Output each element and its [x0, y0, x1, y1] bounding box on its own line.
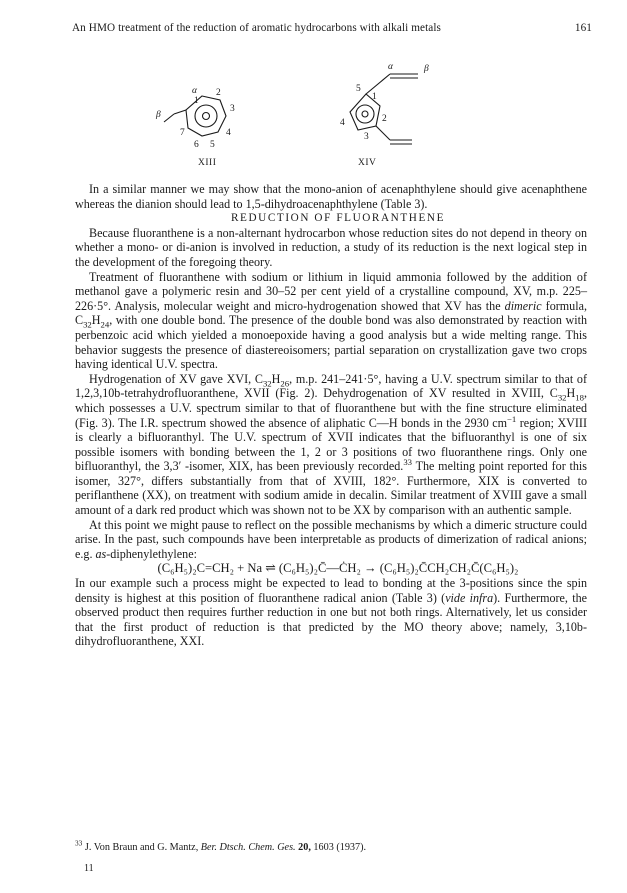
paragraph-acenaphthylene: In a similar manner we may show that the mono-anion of acenaphthylene should give acenaphthene whereas the dianion should lead to 1,5-dihydroacenaphthylene (Table 3).: [75, 182, 587, 211]
footnote-authors: J. Von Braun and G. Mantz,: [82, 842, 201, 853]
text-run: region; XVIII is clearly a bifluoranthyl. The U.V. spectrum of XVII indicates that the bifluoranthyl is one of six possible isomers with bonding between the 1, 2 or 3 positions of two fluoranthene rings. Only one bifluoranthyl, the 3,3′ -isomer, XIX, has been previously recorded.: [75, 415, 587, 474]
section-title: REDUCTION OF FLUORANTHENE: [230, 212, 446, 225]
text-run: , which possesses a U.V. spectrum similar to that of fluoranthene but with the fine structure eliminated (Fig. 3). The I.R. spectrum showed the absence of aliphatic C—H bonds in the 2930 cm: [75, 386, 587, 430]
figure-label-xiv: XIV: [358, 158, 377, 168]
center-dot-circle-xiii: [203, 113, 210, 120]
exo-bond-bottom: [376, 126, 390, 140]
ring-xiii: [186, 96, 226, 136]
atom-4-xiv: 4: [340, 118, 346, 128]
text-run: In our example such a process might be expected to lead to bonding at the 3-positions since the spin density is highest at this position of fluoranthene radical anion (Table 3) (: [75, 576, 587, 605]
text-run: Hydrogenation of XV gave XVI, C: [89, 371, 263, 386]
paragraph-hydrogenation: [75, 372, 587, 518]
footnote-number: 33: [75, 838, 83, 848]
atom-4-xiii: 4: [226, 128, 232, 138]
aromatic-circle-xiii: [195, 105, 217, 127]
text-run: ). Furthermore, the observed product then requires further reduction in one but not both rings. Alternatively, let us consider that the first product of reduction is that predicted by the MO theory above; namely, 3,10b-dihydrofluoranthene, XXI.: [75, 590, 587, 649]
subscript: 24: [100, 319, 110, 330]
text-run: H: [566, 386, 576, 401]
paragraph-spin-density: [75, 576, 587, 649]
text-italic-as: as: [95, 546, 107, 561]
atom-alpha-xiii: α: [192, 86, 198, 96]
text-run: -diphenylethylene:: [106, 546, 197, 561]
text-run: The melting point reported for this isomer, 327°, differs substantially from that of XVIII, 182°. Furthermore, XIX is converted to periflanthene (XX), on treatment with sodium amide in decalin. Similar treatment of XVIII gave a small amount of a dark red product which was shown not to be XX by comparison with an authentic sample.: [75, 459, 587, 518]
atom-3-xiv: 3: [364, 132, 370, 142]
structure-figures: [150, 62, 470, 180]
atom-6-xiii: 6: [194, 140, 200, 150]
center-dot-circle-xiv: [362, 111, 368, 117]
subscript: 32: [262, 378, 272, 389]
subscript: 32: [557, 392, 567, 403]
paragraph-mechanism: [75, 518, 587, 562]
subscript: 32: [83, 319, 92, 330]
signature-folio: 11: [84, 863, 94, 874]
atom-1-xiv: 1: [372, 92, 378, 102]
atom-2-xiii: 2: [216, 88, 222, 98]
text-italic-vide: vide infra: [445, 590, 494, 605]
text-run: H: [271, 371, 281, 386]
atom-5-xiii: 5: [210, 140, 216, 150]
atom-beta-xiii: β: [156, 110, 162, 120]
footnote-rest: 1603 (1937).: [310, 842, 367, 853]
text-run: , m.p. 241–241·5°, having a U.V. spectrum similar to that of 1,2,3,10b-tetrahydrofluoranthene, XVII (Fig. 2). Dehydrogenation of XV resulted in XVIII, C: [75, 371, 587, 401]
footnote: [75, 838, 587, 855]
superscript: −1: [506, 413, 517, 424]
atom-1-xiii: 1: [194, 96, 200, 106]
text-run: formula, C: [75, 298, 587, 328]
paragraph-treatment: [75, 270, 587, 372]
body-text: [75, 182, 587, 649]
reaction-equation: (C₆H₅)₂C=CH₂ + Na ⇌ (C₆H₅)₂C̄—ĊH₂ → (C₆H₅)₂C̄CH₂CH₂C̄(C₆H₅)₂: [157, 561, 519, 576]
substituent-bond-xiii-2: [164, 114, 174, 122]
aromatic-circle-xiv: [356, 105, 374, 123]
text-italic-dimeric: dimeric: [504, 298, 542, 313]
atom-alpha-xiv: α: [388, 62, 394, 72]
footnote-volume: 20,: [295, 842, 311, 853]
text-run: Treatment of fluoranthene with sodium or lithium in liquid ammonia followed by the addition of methanol gave a polymeric resin and 30–52 per cent yield of a crystalline compound, XV, m.p. 225–226·5°. Analysis, molecular weight and micro-hydrogenation showed that XV has the: [75, 269, 587, 313]
figure-label-xiii: XIII: [198, 158, 217, 168]
footnote-journal: Ber. Dtsch. Chem. Ges.: [200, 842, 296, 853]
running-title: An HMO treatment of the reduction of aromatic hydrocarbons with alkali metals: [72, 22, 442, 34]
subscript: 26: [280, 378, 290, 389]
text-run: , with one double bond. The presence of the double bond was also demonstrated by reaction with perbenzoic acid which yielded a monoepoxide having a good analysis but a wide melting range. This behavior suggests the presence of diastereoisomers; partial separation on crystallization gave two crops having identical U.V. spectra.: [75, 313, 587, 372]
page-number: 161: [574, 22, 592, 34]
subscript: 18: [575, 392, 584, 403]
reference-marker: 33: [403, 457, 413, 468]
text-run: At this point we might pause to reflect on the possible mechanisms by which a dimeric structure could arise. In the past, such compounds have been interpretable as products of dimerization of radical anions; e.g.: [75, 517, 587, 561]
exo-bond-top: [366, 74, 390, 94]
text-run: H: [91, 313, 101, 328]
atom-2-xiv: 2: [382, 114, 388, 124]
atom-5-xiv: 5: [356, 84, 362, 94]
substituent-bond-xiii: [174, 110, 186, 114]
paragraph-fluoranthene-intro: Because fluoranthene is a non-alternant hydrocarbon whose reduction sites do not depend in theory on whether a mono- or di-anion is involved in reduction, a study of its reduction is the next logical step in the development of the foregoing theory.: [75, 225, 587, 269]
atom-7-xiii: 7: [180, 128, 186, 138]
atom-beta-xiv: β: [424, 64, 430, 74]
atom-3-xiii: 3: [230, 104, 236, 114]
